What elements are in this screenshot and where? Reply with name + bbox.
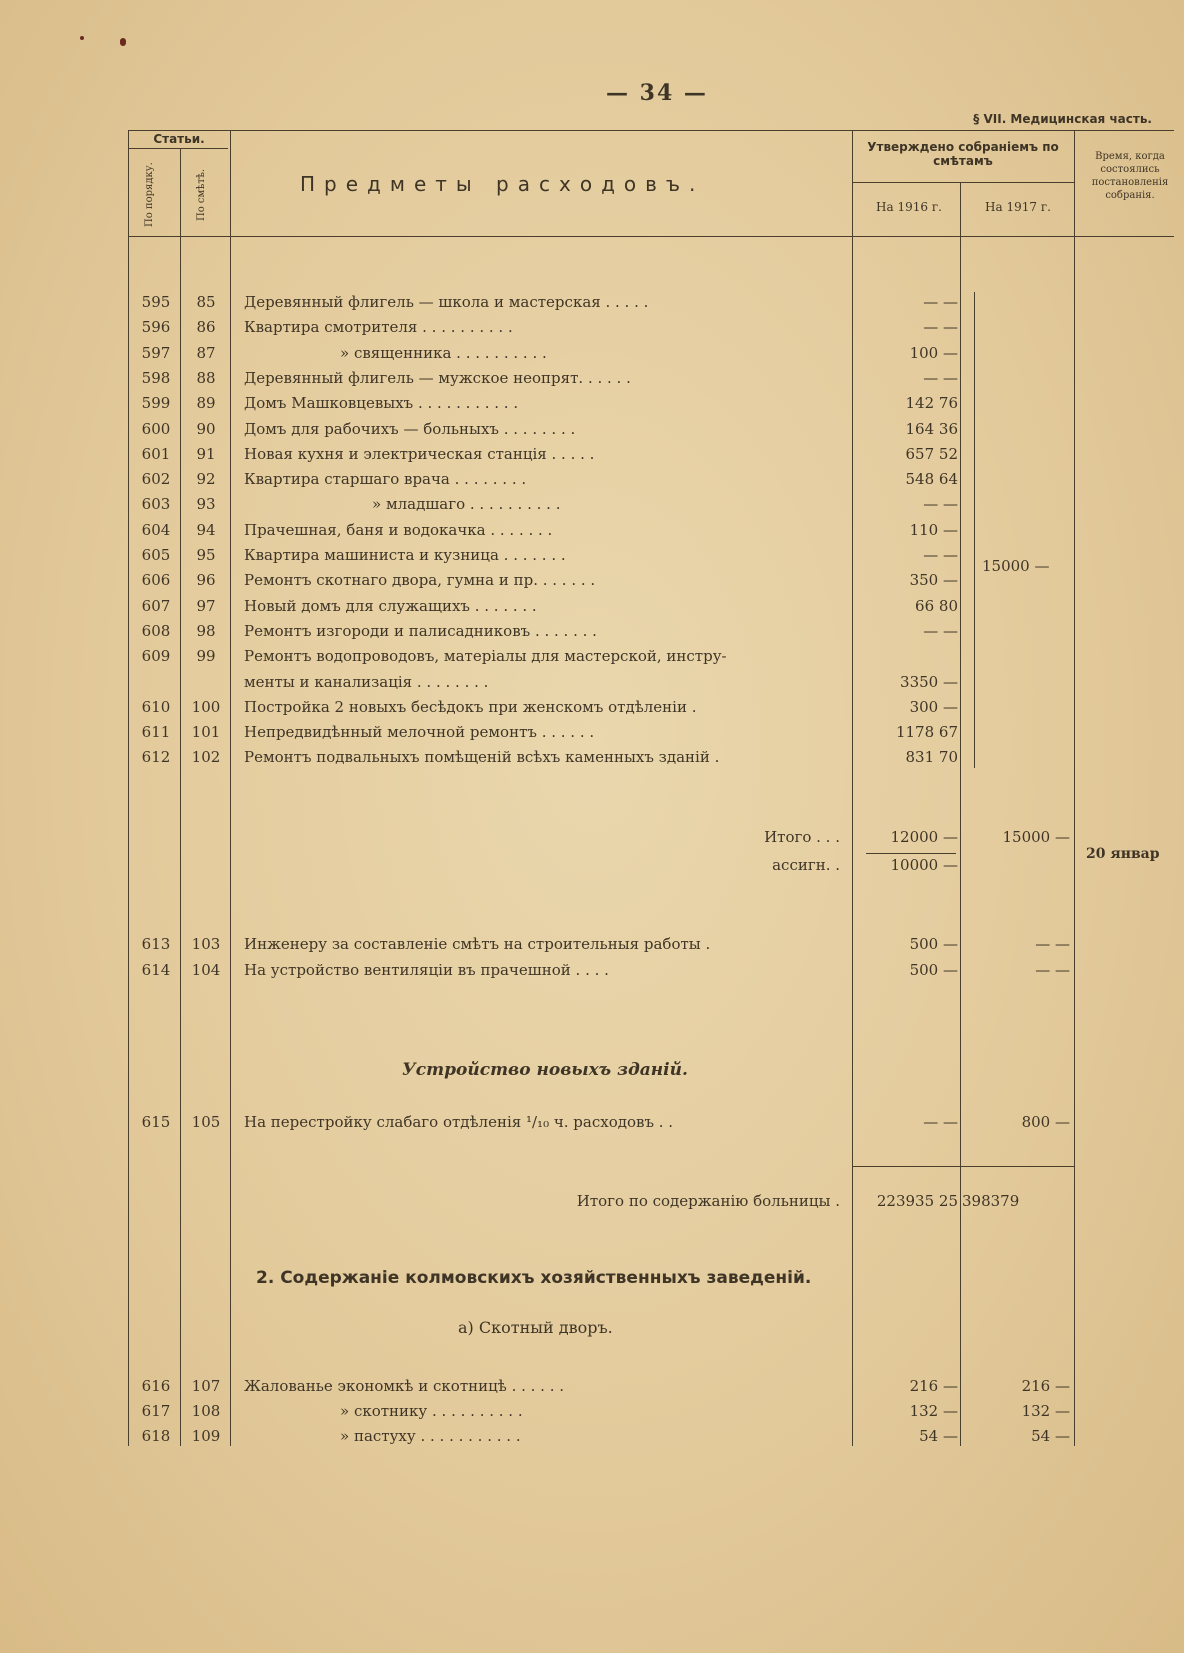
header-year-1916: На 1916 г. bbox=[876, 200, 942, 214]
value-1916: 216 — bbox=[909, 1377, 958, 1395]
row-description: менты и канализація . . . . . . . . bbox=[244, 672, 489, 691]
row-description: Новый домъ для служащихъ . . . . . . . bbox=[244, 596, 537, 615]
row-description: На устройство вентиляціи въ прачешной . . . . bbox=[244, 961, 609, 979]
section-title: § VII. Медицинская часть. bbox=[973, 112, 1152, 126]
estimate-number: 90 bbox=[196, 419, 216, 438]
table-row bbox=[0, 644, 1184, 668]
table-row bbox=[0, 958, 1184, 982]
row-description: На перестройку слабаго отдѣленія ¹/₁₀ ч. расходовъ . . bbox=[244, 1113, 674, 1131]
value-1916: 300 — bbox=[909, 697, 958, 716]
row-number: 616 bbox=[141, 1377, 171, 1395]
table-top-rule bbox=[128, 130, 1174, 131]
row-description: Ремонтъ подвальныхъ помѣщеній всѣхъ каменныхъ зданій . bbox=[244, 748, 720, 767]
row-description: Постройка 2 новыхъ бесѣдокъ при женскомъ отдѣленіи . bbox=[244, 697, 697, 716]
row-number: 596 bbox=[141, 318, 171, 337]
table-row bbox=[0, 932, 1184, 956]
row-number: 607 bbox=[141, 596, 171, 615]
row-number: 610 bbox=[141, 697, 171, 716]
row-number: 601 bbox=[141, 444, 171, 463]
page-number: — 34 — bbox=[606, 80, 708, 106]
row-number: 613 bbox=[141, 935, 171, 953]
row-description: » скотнику . . . . . . . . . . bbox=[340, 1402, 523, 1420]
row-number: 608 bbox=[141, 621, 171, 640]
row-number: 617 bbox=[141, 1402, 171, 1420]
row-description: Квартира машиниста и кузница . . . . . . . bbox=[244, 546, 566, 564]
estimate-number: 102 bbox=[191, 748, 221, 767]
estimate-number: 89 bbox=[196, 394, 216, 413]
row-number: 595 bbox=[141, 293, 171, 311]
estimate-number: 86 bbox=[196, 318, 216, 337]
estimate-number: 108 bbox=[191, 1402, 221, 1420]
estimate-number: 95 bbox=[196, 546, 216, 564]
itogo-label: Итого . . . bbox=[764, 828, 840, 846]
estimate-number: 96 bbox=[196, 571, 216, 590]
row-description: Деревянный флигель — мужское неопрят. . . . . . bbox=[244, 368, 631, 387]
value-1916: — — bbox=[923, 368, 958, 387]
table-row bbox=[0, 619, 1184, 643]
row-description: Ремонтъ водопроводовъ, матеріалы для мастерской, инстру- bbox=[244, 647, 727, 666]
subhead-new-buildings: Устройство новыхъ зданій. bbox=[402, 1060, 688, 1080]
table-row bbox=[0, 720, 1184, 744]
table-row bbox=[0, 442, 1184, 466]
table-row bbox=[0, 492, 1184, 516]
value-1917: — — bbox=[1035, 935, 1070, 953]
value-1916: — — bbox=[923, 318, 958, 337]
value-1916: 350 — bbox=[909, 571, 958, 590]
table-row bbox=[0, 518, 1184, 542]
value-1917: 132 — bbox=[1021, 1402, 1070, 1420]
estimate-number: 105 bbox=[191, 1113, 221, 1131]
total-top-rule bbox=[852, 1166, 1074, 1167]
row-description: Деревянный флигель — школа и мастерская . . . . . bbox=[244, 293, 649, 311]
table-row bbox=[0, 1424, 1184, 1448]
table-row bbox=[0, 594, 1184, 618]
value-1917: — — bbox=[1035, 961, 1070, 979]
row-number: 598 bbox=[141, 368, 171, 387]
itogo-1916: 12000 — bbox=[890, 828, 958, 846]
value-1917: 216 — bbox=[1021, 1377, 1070, 1395]
value-1916: — — bbox=[923, 1113, 958, 1131]
row-number: 602 bbox=[141, 470, 171, 489]
row-number: 605 bbox=[141, 546, 171, 564]
table-row bbox=[0, 467, 1184, 491]
value-1916: 548 64 bbox=[905, 470, 958, 489]
table-row bbox=[0, 417, 1184, 441]
value-1916: — — bbox=[923, 293, 958, 311]
table-row bbox=[0, 1399, 1184, 1423]
row-description: Новая кухня и электрическая станція . . . . . bbox=[244, 444, 595, 463]
table-row bbox=[0, 391, 1184, 415]
value-1916: 66 80 bbox=[915, 596, 958, 615]
row-description: Жалованье экономкѣ и скотницѣ . . . . . . bbox=[244, 1377, 565, 1395]
estimate-number: 92 bbox=[196, 470, 216, 489]
row-description: Прачешная, баня и водокачка . . . . . . . bbox=[244, 520, 553, 539]
row-number: 615 bbox=[141, 1113, 171, 1131]
header-stati: Статьи. bbox=[153, 132, 205, 146]
row-number: 609 bbox=[141, 647, 171, 666]
value-1916: — — bbox=[923, 495, 958, 514]
section-2-subtitle: а) Скотный дворъ. bbox=[458, 1318, 613, 1337]
row-description: Квартира смотрителя . . . . . . . . . . bbox=[244, 318, 513, 337]
table-row bbox=[0, 315, 1184, 339]
section-2-title: 2. Содержаніе колмовскихъ хозяйственныхъ заведеній. bbox=[256, 1268, 812, 1288]
row-number: 612 bbox=[141, 748, 171, 767]
header-year-1917: На 1917 г. bbox=[985, 200, 1051, 214]
estimate-number: 88 bbox=[196, 368, 216, 387]
value-1916: 142 76 bbox=[905, 394, 958, 413]
row-number: 600 bbox=[141, 419, 171, 438]
header-bottom-rule bbox=[128, 236, 1174, 237]
estimate-number: 103 bbox=[191, 935, 221, 953]
row-description: Ремонтъ изгороди и палисадниковъ . . . . . . . bbox=[244, 621, 597, 640]
value-1916: 54 — bbox=[919, 1427, 958, 1445]
row-number: 618 bbox=[141, 1427, 171, 1445]
assign-label: ассигн. . bbox=[772, 856, 840, 874]
value-1917: 800 — bbox=[1021, 1113, 1070, 1131]
value-1916: 164 36 bbox=[905, 419, 958, 438]
itogo-1917: 15000 — bbox=[1002, 828, 1070, 846]
value-1916: 110 — bbox=[909, 520, 958, 539]
estimate-number: 87 bbox=[196, 343, 216, 362]
total-hospital-1916: 223935 25 bbox=[876, 1192, 958, 1210]
table-row bbox=[0, 670, 1184, 694]
estimate-number: 91 bbox=[196, 444, 216, 463]
estimate-number: 85 bbox=[196, 293, 216, 311]
header-time-note: Время, когда состоялись постановленія собранія. bbox=[1091, 151, 1169, 201]
estimate-number: 109 bbox=[191, 1427, 221, 1445]
approved-rule bbox=[852, 182, 1074, 183]
estimate-number: 107 bbox=[191, 1377, 221, 1395]
estimate-number: 93 bbox=[196, 495, 216, 514]
total-hospital-label: Итого по содержанію больницы . bbox=[576, 1192, 840, 1210]
assign-underline bbox=[866, 853, 956, 854]
header-title: Предметы расходовъ. bbox=[300, 172, 705, 196]
row-number: 597 bbox=[141, 343, 171, 362]
header-po-smete: По смѣтѣ. bbox=[196, 168, 207, 222]
stati-rule bbox=[128, 148, 228, 149]
table-row bbox=[0, 745, 1184, 769]
row-description: Непредвидѣнный мелочной ремонтъ . . . . . . bbox=[244, 723, 595, 742]
ink-spot bbox=[80, 36, 84, 40]
ink-spot bbox=[120, 38, 126, 46]
header-approved: Утверждено собраніемъ по смѣтамъ bbox=[867, 140, 1059, 168]
value-1916: — — bbox=[923, 621, 958, 640]
group-total-1917: 15000 — bbox=[982, 557, 1050, 575]
value-1916: 3350 — bbox=[900, 672, 958, 691]
row-description: Домъ Машковцевыхъ . . . . . . . . . . . bbox=[244, 394, 519, 413]
estimate-number: 98 bbox=[196, 621, 216, 640]
assign-1916: 10000 — bbox=[890, 856, 958, 874]
estimate-number: 101 bbox=[191, 723, 221, 742]
value-1916: — — bbox=[923, 546, 958, 564]
table-row bbox=[0, 290, 1184, 314]
row-description: Домъ для рабочихъ — больныхъ . . . . . . . . bbox=[244, 419, 576, 438]
row-description: » пастуху . . . . . . . . . . . bbox=[340, 1427, 521, 1445]
value-1917: 54 — bbox=[1031, 1427, 1070, 1445]
row-description: Инженеру за составленіе смѣтъ на строительныя работы . bbox=[244, 935, 711, 953]
estimate-number: 100 bbox=[191, 697, 221, 716]
row-number: 599 bbox=[141, 394, 171, 413]
value-1916: 657 52 bbox=[905, 444, 958, 463]
table-row bbox=[0, 1110, 1184, 1134]
estimate-number: 99 bbox=[196, 647, 216, 666]
row-description: Ремонтъ скотнаго двора, гумна и пр. . . . . . . bbox=[244, 571, 596, 590]
estimate-number: 97 bbox=[196, 596, 216, 615]
header-po-poryadku: По порядку. bbox=[144, 162, 155, 228]
value-1916: 132 — bbox=[909, 1402, 958, 1420]
value-1916: 831 70 bbox=[905, 748, 958, 767]
value-1916: 1178 67 bbox=[895, 723, 958, 742]
table-row bbox=[0, 341, 1184, 365]
estimate-number: 104 bbox=[191, 961, 221, 979]
value-1916: 500 — bbox=[909, 935, 958, 953]
table-row bbox=[0, 695, 1184, 719]
estimate-number: 94 bbox=[196, 520, 216, 539]
note-date: 20 январ bbox=[1086, 846, 1160, 862]
total-hospital-1917: 398379 bbox=[962, 1192, 1020, 1210]
table-row bbox=[0, 366, 1184, 390]
row-description: » младшаго . . . . . . . . . . bbox=[372, 495, 561, 514]
table-row bbox=[0, 1374, 1184, 1398]
row-description: » священника . . . . . . . . . . bbox=[340, 343, 547, 362]
group-brace bbox=[974, 292, 975, 768]
row-description: Квартира старшаго врача . . . . . . . . bbox=[244, 470, 527, 489]
row-number: 604 bbox=[141, 520, 171, 539]
row-number: 603 bbox=[141, 495, 171, 514]
row-number: 606 bbox=[141, 571, 171, 590]
value-1916: 500 — bbox=[909, 961, 958, 979]
row-number: 614 bbox=[141, 961, 171, 979]
value-1916: 100 — bbox=[909, 343, 958, 362]
row-number: 611 bbox=[141, 723, 171, 742]
